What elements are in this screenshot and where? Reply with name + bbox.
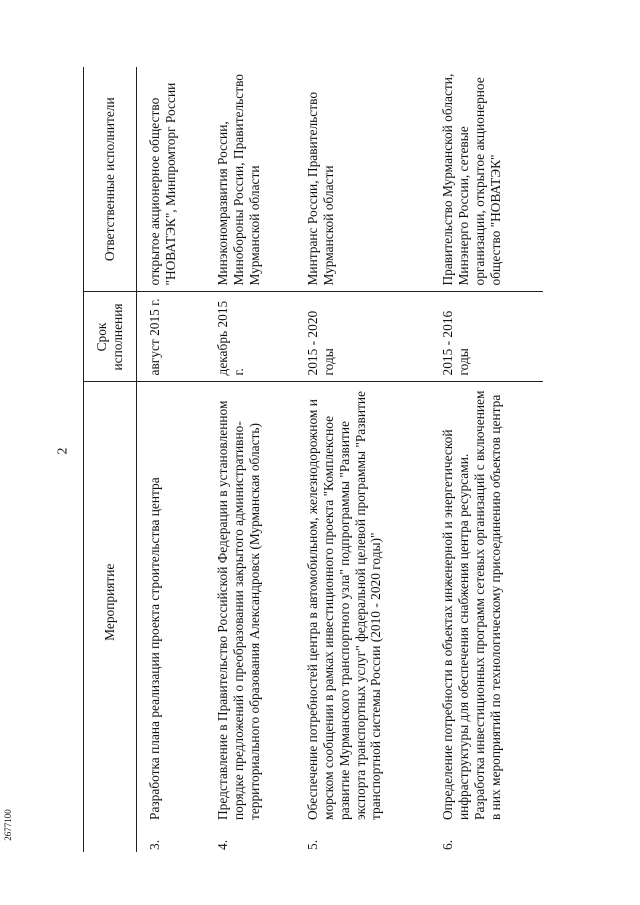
row-event: Определение потребности в объектах инженерной и энергетической инфраструктуры для обеспечения снабжения центра ресурсами. Разработка инвестиционных программ сетевых организаций с включением в них мероприятий по технологическому присоединению объектов центра [440,390,503,820]
row-number: 6. [440,839,456,850]
page-number: 2 [55,447,71,455]
events-table [83,67,543,852]
header-term: Срок исполнения [84,292,137,382]
header-responsible: Ответственные исполнители [84,67,137,292]
document-code: 2677100 [2,809,13,841]
row-event: Обеспечение потребностей центра в автомобильном, железнодорожном и морском сообщении в рамках инвестиционного проекта "Комплексное развитие Мурманского транспортного узла" подпрограммы "Развитие экспорта транспортных услуг" федеральной целевой программы "Развитие транспортной системы России (2010 - 2020 годы)" [305,391,384,820]
row-number: 3. [147,839,162,850]
row-responsible: Правительство Мурманской области, Минэнерго России, сетевые организации, открытое акционерное общество "НОВАТЭК" [440,73,503,286]
row-responsible: Минтранс России, Правительство Мурманской области [305,91,336,286]
row-responsible: Минэкономразвития России, Минобороны России, Правительство Мурманской области [214,73,262,286]
row-responsible: открытое акционерное общество "НОВАТЭК", Минпромторг России [147,82,178,286]
row-event: Представление в Правительство Российской Федерации в установленном порядке предложений о преобразовании закрытого административно-территориального образования Александровск (Мурманская область) [214,400,262,820]
table-header-row [84,67,137,852]
row-number: 4. [214,839,230,850]
row-event: Разработка плана реализации проекта строительства центра [147,477,162,820]
table-row [137,67,205,852]
table-row [205,67,295,852]
row-number: 5. [305,839,321,850]
table-row [295,67,430,852]
header-event: Мероприятие [84,382,137,822]
header-number [84,822,137,852]
row-term: декабрь 2015 г. [205,292,295,382]
row-term: 2015 - 2016 годы [430,292,543,382]
table-row [430,67,543,852]
row-term: 2015 - 2020 годы [295,292,430,382]
row-term: август 2015 г. [137,292,205,382]
rotated-table-container [83,67,543,852]
